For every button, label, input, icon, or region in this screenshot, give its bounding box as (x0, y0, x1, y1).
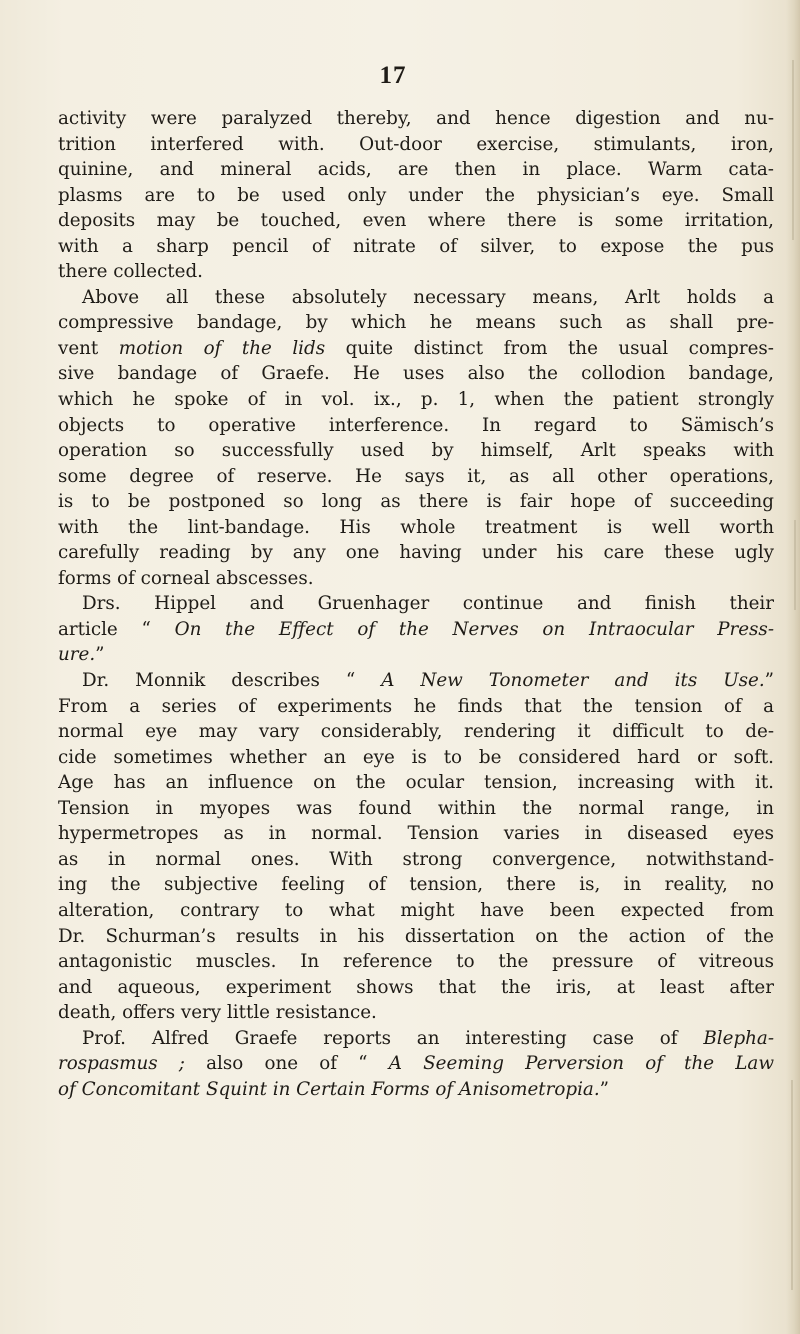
body-text (58, 106, 774, 1102)
text-run: compressive bandage, by which he means such as shall pre- (58, 312, 774, 334)
text-line (58, 310, 774, 336)
text-line (58, 106, 774, 132)
text-run: which he spoke of in vol. ix., p. 1, when the patient strongly (58, 389, 774, 411)
text-run: sive bandage of Graefe. He uses also the collodion bandage, (58, 363, 774, 385)
text-run: objects to operative interference. In regard to Sämisch’s (58, 414, 774, 436)
text-line (58, 770, 774, 796)
text-run: Drs. Hippel and Gruenhager continue and finish their (82, 593, 774, 615)
text-line (58, 157, 774, 183)
text-run: operation so successfully used by himself, Arlt speaks with (58, 440, 774, 462)
italic-run: A New Tonometer and its Use. (381, 670, 765, 692)
text-run: there collected. (58, 261, 203, 283)
text-line (58, 642, 774, 668)
text-run: trition interfered with. Out-door exercise, stimulants, iron, (58, 133, 774, 155)
text-run: carefully reading by any one having under his care these ugly (58, 542, 774, 564)
text-line (58, 719, 774, 745)
text-run: ” (764, 670, 774, 692)
italic-run: On the Effect of the Nerves on Intraocular Press- (174, 618, 774, 640)
text-run: antagonistic muscles. In reference to the pressure of vitreous (58, 951, 774, 973)
text-line (58, 949, 774, 975)
text-run: death, offers very little resistance. (58, 1002, 377, 1024)
text-run: quite distinct from the usual compres- (325, 337, 774, 359)
text-line (58, 361, 774, 387)
text-run: is to be postponed so long as there is fair hope of succeeding (58, 491, 774, 513)
text-line (58, 566, 774, 592)
italic-run: of Concomitant Squint in Certain Forms of Anisometropia. (58, 1078, 600, 1100)
text-line (58, 924, 774, 950)
text-run: with a sharp pencil of nitrate of silver, to expose the pus (58, 235, 774, 257)
text-line (58, 1000, 774, 1026)
text-line (58, 745, 774, 771)
text-line (58, 847, 774, 873)
text-run: article “ (58, 618, 175, 640)
text-run: and aqueous, experiment shows that the iris, at least after (58, 976, 774, 998)
text-line (58, 438, 774, 464)
paragraph (58, 668, 774, 1026)
text-run: with the lint-bandage. His whole treatment is well worth (58, 516, 774, 538)
text-line (58, 259, 774, 285)
paragraph (58, 285, 774, 592)
text-line (58, 387, 774, 413)
italic-run: motion of the lids (118, 337, 326, 359)
text-run: quinine, and mineral acids, are then in place. Warm cata- (58, 159, 774, 181)
text-run: forms of corneal abscesses. (58, 567, 314, 589)
text-line (58, 208, 774, 234)
text-run: as in normal ones. With strong convergence, notwithstand- (58, 848, 774, 870)
text-run: alteration, contrary to what might have been expected from (58, 899, 774, 921)
text-line (58, 464, 774, 490)
text-run: plasms are to be used only under the physician’s eye. Small (58, 184, 774, 206)
text-line (58, 285, 774, 311)
page-edge-shadow (786, 0, 800, 1334)
text-run: Dr. Monnik describes “ (82, 670, 382, 692)
italic-run: A Seeming Perversion of the Law (388, 1053, 774, 1075)
text-line (58, 336, 774, 362)
italic-run: ure. (58, 644, 96, 666)
text-run: vent (58, 337, 119, 359)
text-run: ” (95, 644, 105, 666)
text-line (58, 617, 774, 643)
text-run: activity were paralyzed thereby, and hence digestion and nu- (58, 108, 774, 129)
text-line (58, 975, 774, 1001)
text-run: Tension in myopes was found within the normal range, in (58, 797, 774, 819)
text-line (58, 898, 774, 924)
text-line (58, 872, 774, 898)
text-run: some degree of reserve. He says it, as all other operations, (58, 465, 774, 487)
text-line (58, 132, 774, 158)
text-run: cide sometimes whether an eye is to be considered hard or soft. (58, 746, 774, 768)
text-run: Age has an influence on the ocular tension, increasing with it. (58, 772, 774, 794)
paragraph (58, 1026, 774, 1103)
text-run: ing the subjective feeling of tension, there is, in reality, no (58, 874, 774, 896)
paragraph (58, 106, 774, 285)
italic-run: Blepha- (703, 1027, 774, 1049)
text-run: also one of “ (184, 1053, 389, 1075)
text-line (58, 413, 774, 439)
text-run: From a series of experiments he finds that the tension of a (58, 695, 774, 717)
text-line (58, 489, 774, 515)
text-run: Dr. Schurman’s results in his dissertation on the action of the (58, 925, 774, 947)
text-line (58, 694, 774, 720)
text-line (58, 591, 774, 617)
text-line (58, 821, 774, 847)
paragraph (58, 591, 774, 668)
text-line (58, 796, 774, 822)
text-line (58, 540, 774, 566)
text-run: ” (599, 1078, 610, 1100)
italic-run: rospasmus ; (58, 1053, 185, 1075)
text-line (58, 1051, 774, 1077)
text-line (58, 515, 774, 541)
page-number: 17 (379, 62, 407, 89)
text-run: Above all these absolutely necessary means, Arlt holds a (82, 286, 774, 308)
text-line (58, 183, 774, 209)
text-run: Prof. Alfred Graefe reports an interesting case of (82, 1027, 704, 1049)
text-run: deposits may be touched, even where there is some irritation, (58, 210, 774, 232)
text-run: normal eye may vary considerably, rendering it difficult to de- (58, 721, 774, 743)
text-line (58, 1026, 774, 1052)
text-run: hypermetropes as in normal. Tension varies in diseased eyes (58, 823, 774, 845)
text-line (58, 234, 774, 260)
text-line (58, 668, 774, 694)
text-line (58, 1077, 774, 1103)
